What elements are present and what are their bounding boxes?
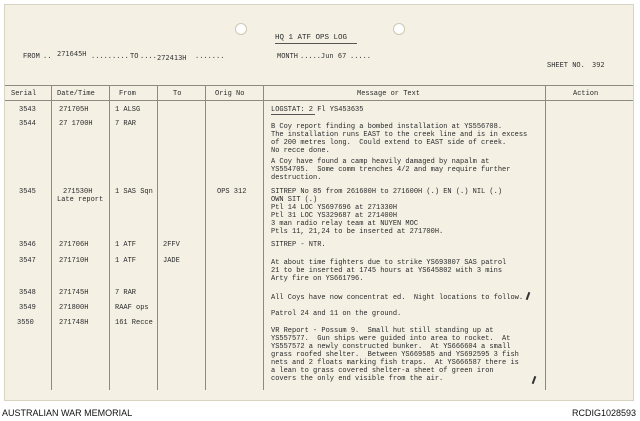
row-to: JADE (163, 257, 180, 265)
row-datetime: 271748H (59, 319, 89, 327)
dots: .... (140, 53, 157, 61)
row-datetime: 271530H (63, 188, 93, 196)
row-text: Arty fire on YS661796. (271, 275, 364, 283)
row-text: All Coys have now concentrat ed. Night locations to follow. (271, 294, 524, 302)
row-text: covers the only end visible from the air. (271, 375, 444, 383)
from-sep: .. (43, 53, 52, 61)
row-text: YS557572 a newly constructed bunker. At YS666604 a small (271, 343, 511, 351)
row-text: A Coy have found a camp heavily damaged by napalm at (271, 158, 490, 166)
row-datetime: 271710H (59, 257, 89, 265)
row-text: grass roofed shelter. Between YS669585 and YS692595 3 fish (271, 351, 519, 359)
row-from: 161 Recce (115, 319, 153, 327)
to-label: TO (130, 53, 139, 61)
col-message: Message or Text (357, 90, 421, 98)
row-serial: 3549 (19, 304, 36, 312)
row-from: 1 ATF (115, 257, 137, 265)
row-from: 1 ATF (115, 241, 137, 249)
sheet-label: SHEET NO. (547, 62, 585, 70)
log-title: HQ 1 ATF OPS LOG (275, 34, 348, 42)
row-text: SITREP - NTR. (271, 241, 326, 249)
col-serial: Serial (11, 90, 37, 98)
col-to: To (173, 90, 182, 98)
month-value: Jun 67 (321, 52, 347, 60)
row-text: of 200 metres long. Could extend to EAST side of creek. (271, 139, 507, 147)
row-datetime: 271800H (59, 304, 89, 312)
dots: ......... (91, 53, 129, 61)
row-text: At about time fighters due to strike YS693807 SAS patrol (271, 259, 507, 267)
punch-hole (393, 23, 405, 35)
row-text: Ptl 14 LOC YS697696 at 271330H (271, 204, 398, 212)
row-serial: 3545 (19, 188, 36, 196)
row-datetime: 271745H (59, 289, 89, 297)
row-from: RAAF ops (115, 304, 149, 312)
col-orig: Orig No (215, 90, 245, 98)
to-value: 272413H (157, 54, 187, 62)
row-datetime-note: Late report (57, 196, 104, 204)
footer-source: AUSTRALIAN WAR MEMORIAL (2, 408, 133, 418)
pencil-mark (526, 292, 531, 300)
col-action: Action (573, 90, 599, 98)
row-serial: 3546 (19, 241, 36, 249)
from-value: 271645H (57, 50, 87, 58)
row-text: Ptl 31 LOC YS329687 at 271400H (271, 212, 398, 220)
month-label: MONTH (277, 53, 299, 61)
row-text: 21 to be inserted at 1745 hours at YS645802 with 3 mins (271, 267, 503, 275)
row-text: YS554705. Some comm trenches 4/2 and may require further (271, 166, 511, 174)
row-serial: 3547 (19, 257, 36, 265)
row-datetime: 27 1700H (59, 120, 93, 128)
dots: ..... (350, 53, 372, 61)
row-serial: 3544 (19, 120, 36, 128)
dots: ..... (300, 53, 322, 61)
row-serial: 3543 (19, 106, 36, 114)
row-text: VR Report - Possum 9. Small hut still standing up at (271, 327, 494, 335)
row-text: Ptls 11, 21,24 to be inserted at 271700H. (271, 228, 444, 236)
row-text: a lean to grass covered shelter-a sheet of green iron (271, 367, 494, 375)
row-serial: 3548 (19, 289, 36, 297)
col-datetime: Date/Time (57, 90, 95, 98)
row-text: SITREP No 85 from 261600H to 271600H (.) EN (.) NIL (.) (271, 188, 503, 196)
row-text: 3 man radio relay team at NUYEN MOC (271, 220, 419, 228)
pencil-mark (532, 376, 537, 384)
row-serial: 3550 (17, 319, 34, 327)
row-from: 1 SAS Sqn (115, 188, 153, 196)
row-text: YS557577. Gun ships were guided into area to rocket. At (271, 335, 511, 343)
from-label: FROM (23, 53, 40, 61)
row-from: 7 RAR (115, 289, 137, 297)
row-from: 1 ALSG (115, 106, 141, 114)
row-orig: OPS 312 (217, 188, 247, 196)
row-datetime: 271706H (59, 241, 89, 249)
log-sheet (4, 4, 634, 401)
row-text: The installation runs EAST to the creek line and is in excess (271, 131, 528, 139)
punch-hole (235, 23, 247, 35)
row-text: Patrol 24 and 11 on the ground. (271, 310, 402, 318)
row-text: No recce done. (271, 147, 330, 155)
row-datetime: 271705H (59, 106, 89, 114)
footer-id: RCDIG1028593 (571, 408, 636, 418)
row-text: OWN SIT (.) (271, 196, 318, 204)
row-text: B Coy report finding a bombed installation at YS556708. (271, 123, 503, 131)
row-from: 7 RAR (115, 120, 137, 128)
col-from: From (119, 90, 136, 98)
row-text: nets and 2 floats marking fish traps. At YS666587 there is (271, 359, 519, 367)
sheet-value: 392 (592, 61, 605, 69)
row-to: 2FFV (163, 241, 180, 249)
row-text: LOGSTAT: 2 Fl YS453635 (271, 106, 364, 114)
row-text: destruction. (271, 174, 322, 182)
dots: ....... (195, 53, 225, 61)
